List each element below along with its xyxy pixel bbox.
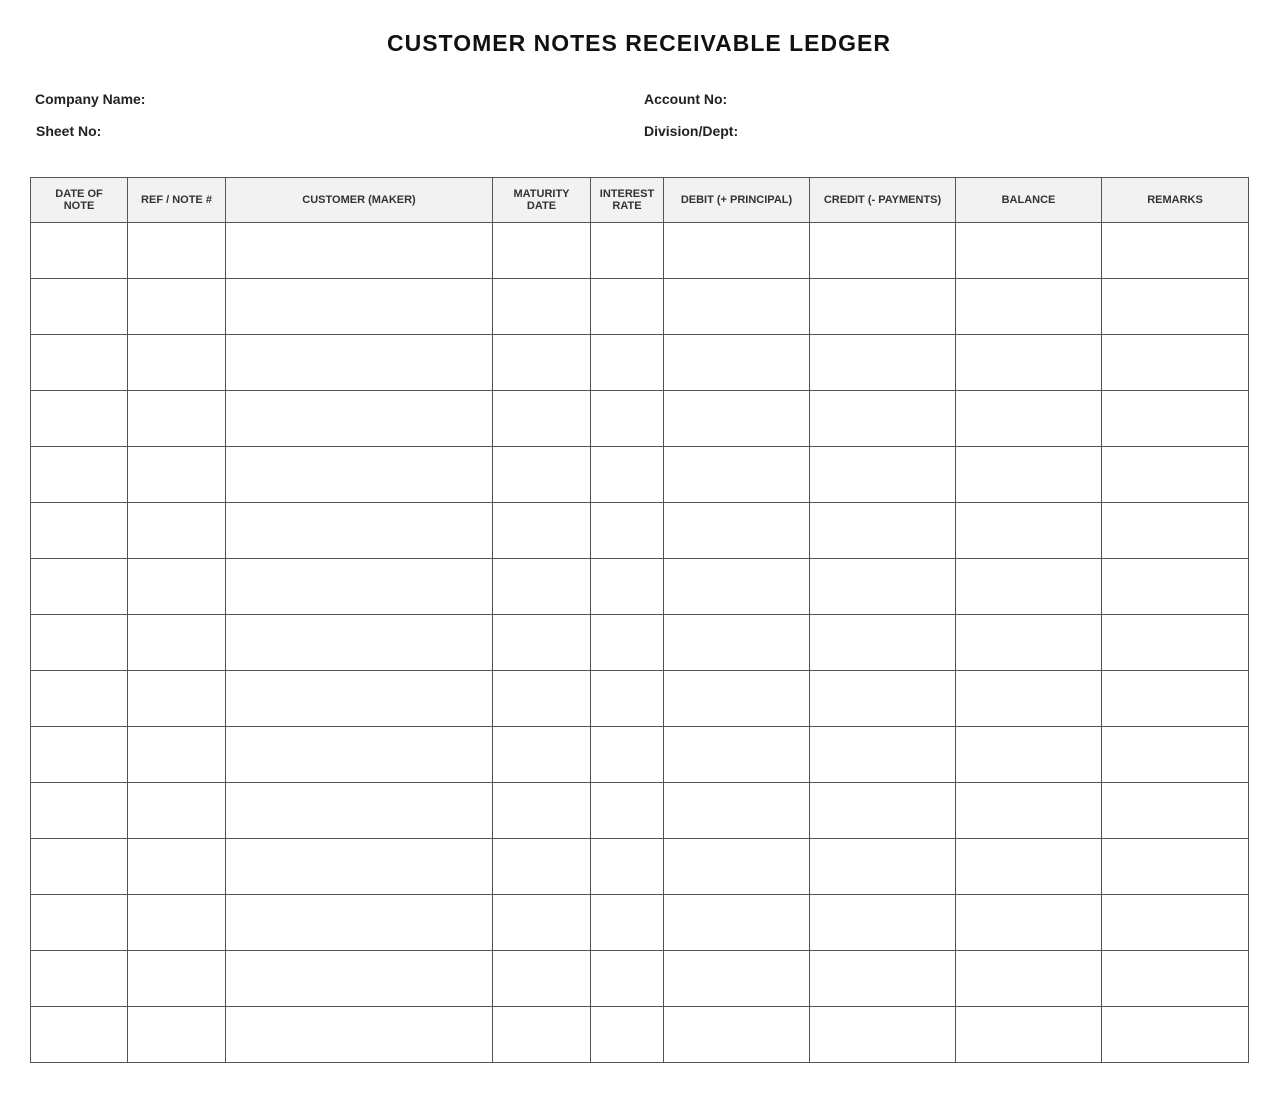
cell-customer-maker[interactable]: [226, 895, 493, 951]
table-row: [31, 615, 1249, 671]
cell-balance[interactable]: [956, 223, 1102, 279]
cell-date-of-note[interactable]: [31, 223, 128, 279]
cell-ref-note[interactable]: [128, 951, 226, 1007]
cell-balance[interactable]: [956, 783, 1102, 839]
cell-date-of-note[interactable]: [31, 391, 128, 447]
col-header-date-of-note-line1: DATE OF: [55, 188, 103, 200]
cell-debit[interactable]: [664, 671, 810, 727]
cell-interest-rate[interactable]: [591, 503, 664, 559]
account-no-label: Account No:: [644, 91, 728, 107]
cell-debit[interactable]: [664, 279, 810, 335]
cell-credit[interactable]: [810, 951, 956, 1007]
cell-remarks[interactable]: [1102, 335, 1249, 391]
cell-interest-rate[interactable]: [591, 839, 664, 895]
cell-ref-note[interactable]: [128, 223, 226, 279]
col-header-date-of-note-line2: NOTE: [63, 200, 95, 212]
cell-date-of-note[interactable]: [31, 335, 128, 391]
cell-maturity-date[interactable]: [493, 727, 591, 783]
cell-date-of-note[interactable]: [31, 727, 128, 783]
cell-date-of-note[interactable]: [31, 503, 128, 559]
cell-credit[interactable]: [810, 223, 956, 279]
cell-credit[interactable]: [810, 671, 956, 727]
cell-maturity-date[interactable]: [493, 951, 591, 1007]
table-row: [31, 447, 1249, 503]
cell-customer-maker[interactable]: [226, 727, 493, 783]
table-row: [31, 895, 1249, 951]
cell-customer-maker[interactable]: [226, 615, 493, 671]
cell-balance[interactable]: [956, 727, 1102, 783]
cell-maturity-date[interactable]: [493, 671, 591, 727]
col-header-ref-note: REF / NOTE #: [128, 178, 226, 223]
table-row: [31, 279, 1249, 335]
cell-credit[interactable]: [810, 391, 956, 447]
table-row: [31, 391, 1249, 447]
cell-maturity-date[interactable]: [493, 559, 591, 615]
cell-balance[interactable]: [956, 391, 1102, 447]
cell-remarks[interactable]: [1102, 391, 1249, 447]
col-header-interest-rate-line1: INTEREST: [599, 188, 655, 200]
cell-date-of-note[interactable]: [31, 615, 128, 671]
cell-customer-maker[interactable]: [226, 839, 493, 895]
cell-debit[interactable]: [664, 223, 810, 279]
cell-credit[interactable]: [810, 503, 956, 559]
cell-debit[interactable]: [664, 951, 810, 1007]
cell-remarks[interactable]: [1102, 895, 1249, 951]
cell-debit[interactable]: [664, 727, 810, 783]
cell-credit[interactable]: [810, 1007, 956, 1063]
col-header-interest-rate-line2: RATE: [612, 200, 642, 212]
cell-maturity-date[interactable]: [493, 783, 591, 839]
cell-credit[interactable]: [810, 727, 956, 783]
col-header-customer-maker: CUSTOMER (MAKER): [226, 178, 493, 223]
cell-interest-rate[interactable]: [591, 559, 664, 615]
col-header-maturity-date-line1: MATURITY: [513, 188, 570, 200]
cell-customer-maker[interactable]: [226, 1007, 493, 1063]
cell-customer-maker[interactable]: [226, 447, 493, 503]
cell-credit[interactable]: [810, 895, 956, 951]
cell-credit[interactable]: [810, 335, 956, 391]
cell-remarks[interactable]: [1102, 671, 1249, 727]
cell-customer-maker[interactable]: [226, 783, 493, 839]
cell-ref-note[interactable]: [128, 727, 226, 783]
col-header-balance: BALANCE: [956, 178, 1102, 223]
cell-date-of-note[interactable]: [31, 279, 128, 335]
cell-maturity-date[interactable]: [493, 335, 591, 391]
cell-balance[interactable]: [956, 447, 1102, 503]
table-row: [31, 671, 1249, 727]
cell-interest-rate[interactable]: [591, 391, 664, 447]
cell-remarks[interactable]: [1102, 447, 1249, 503]
cell-debit[interactable]: [664, 335, 810, 391]
cell-credit[interactable]: [810, 839, 956, 895]
cell-remarks[interactable]: [1102, 839, 1249, 895]
cell-credit[interactable]: [810, 279, 956, 335]
cell-maturity-date[interactable]: [493, 839, 591, 895]
table-row: [31, 783, 1249, 839]
cell-interest-rate[interactable]: [591, 895, 664, 951]
cell-customer-maker[interactable]: [226, 559, 493, 615]
table-row: [31, 335, 1249, 391]
cell-interest-rate[interactable]: [591, 783, 664, 839]
cell-credit[interactable]: [810, 447, 956, 503]
cell-date-of-note[interactable]: [31, 839, 128, 895]
cell-maturity-date[interactable]: [493, 391, 591, 447]
table-row: [31, 951, 1249, 1007]
cell-balance[interactable]: [956, 335, 1102, 391]
sheet-no-label: Sheet No:: [36, 123, 102, 139]
cell-interest-rate[interactable]: [591, 335, 664, 391]
table-row: [31, 1007, 1249, 1063]
cell-customer-maker[interactable]: [226, 279, 493, 335]
cell-customer-maker[interactable]: [226, 671, 493, 727]
cell-debit[interactable]: [664, 559, 810, 615]
table-row: [31, 503, 1249, 559]
division-dept-label: Division/Dept:: [644, 123, 739, 139]
cell-date-of-note[interactable]: [31, 447, 128, 503]
cell-interest-rate[interactable]: [591, 671, 664, 727]
cell-ref-note[interactable]: [128, 1007, 226, 1063]
cell-ref-note[interactable]: [128, 503, 226, 559]
cell-date-of-note[interactable]: [31, 559, 128, 615]
cell-ref-note[interactable]: [128, 839, 226, 895]
cell-credit[interactable]: [810, 615, 956, 671]
cell-date-of-note[interactable]: [31, 1007, 128, 1063]
col-header-credit: CREDIT (- PAYMENTS): [810, 178, 956, 223]
cell-maturity-date[interactable]: [493, 279, 591, 335]
cell-interest-rate[interactable]: [591, 1007, 664, 1063]
cell-balance[interactable]: [956, 559, 1102, 615]
cell-balance[interactable]: [956, 895, 1102, 951]
cell-ref-note[interactable]: [128, 391, 226, 447]
header-row: [31, 178, 1249, 223]
cell-credit[interactable]: [810, 559, 956, 615]
col-header-remarks: REMARKS: [1102, 178, 1249, 223]
cell-customer-maker[interactable]: [226, 391, 493, 447]
cell-ref-note[interactable]: [128, 615, 226, 671]
cell-credit[interactable]: [810, 783, 956, 839]
cell-ref-note[interactable]: [128, 279, 226, 335]
cell-customer-maker[interactable]: [226, 503, 493, 559]
cell-ref-note[interactable]: [128, 447, 226, 503]
cell-interest-rate[interactable]: [591, 951, 664, 1007]
cell-debit[interactable]: [664, 391, 810, 447]
table-row: [31, 223, 1249, 279]
cell-interest-rate[interactable]: [591, 447, 664, 503]
ledger-table: [30, 177, 1249, 1063]
cell-debit[interactable]: [664, 1007, 810, 1063]
cell-balance[interactable]: [956, 839, 1102, 895]
cell-debit[interactable]: [664, 447, 810, 503]
col-header-maturity-date: [493, 178, 591, 223]
cell-balance[interactable]: [956, 671, 1102, 727]
col-header-interest-rate: [591, 178, 664, 223]
cell-interest-rate[interactable]: [591, 279, 664, 335]
cell-debit[interactable]: [664, 615, 810, 671]
page-title: CUSTOMER NOTES RECEIVABLE LEDGER: [387, 30, 891, 56]
cell-remarks[interactable]: [1102, 783, 1249, 839]
col-header-maturity-date-line2: DATE: [526, 200, 557, 212]
ledger-body: [31, 223, 1249, 1063]
cell-balance[interactable]: [956, 951, 1102, 1007]
cell-maturity-date[interactable]: [493, 223, 591, 279]
cell-interest-rate[interactable]: [591, 727, 664, 783]
company-name-label: Company Name:: [35, 91, 146, 107]
col-header-date-of-note: [31, 178, 128, 223]
cell-date-of-note[interactable]: [31, 895, 128, 951]
cell-balance[interactable]: [956, 503, 1102, 559]
cell-maturity-date[interactable]: [493, 615, 591, 671]
table-row: [31, 839, 1249, 895]
cell-maturity-date[interactable]: [493, 503, 591, 559]
cell-debit[interactable]: [664, 503, 810, 559]
table-row: [31, 559, 1249, 615]
cell-balance[interactable]: [956, 615, 1102, 671]
cell-remarks[interactable]: [1102, 279, 1249, 335]
cell-remarks[interactable]: [1102, 1007, 1249, 1063]
cell-ref-note[interactable]: [128, 895, 226, 951]
cell-balance[interactable]: [956, 279, 1102, 335]
cell-debit[interactable]: [664, 839, 810, 895]
cell-ref-note[interactable]: [128, 559, 226, 615]
cell-remarks[interactable]: [1102, 503, 1249, 559]
cell-remarks[interactable]: [1102, 727, 1249, 783]
cell-ref-note[interactable]: [128, 335, 226, 391]
cell-maturity-date[interactable]: [493, 447, 591, 503]
cell-debit[interactable]: [664, 783, 810, 839]
cell-remarks[interactable]: [1102, 559, 1249, 615]
cell-maturity-date[interactable]: [493, 1007, 591, 1063]
cell-ref-note[interactable]: [128, 783, 226, 839]
col-header-debit: DEBIT (+ PRINCIPAL): [664, 178, 810, 223]
cell-remarks[interactable]: [1102, 223, 1249, 279]
cell-remarks[interactable]: [1102, 951, 1249, 1007]
cell-debit[interactable]: [664, 895, 810, 951]
cell-remarks[interactable]: [1102, 615, 1249, 671]
cell-ref-note[interactable]: [128, 671, 226, 727]
cell-customer-maker[interactable]: [226, 335, 493, 391]
cell-customer-maker[interactable]: [226, 223, 493, 279]
cell-date-of-note[interactable]: [31, 783, 128, 839]
cell-balance[interactable]: [956, 1007, 1102, 1063]
cell-interest-rate[interactable]: [591, 223, 664, 279]
cell-date-of-note[interactable]: [31, 671, 128, 727]
cell-customer-maker[interactable]: [226, 951, 493, 1007]
table-row: [31, 727, 1249, 783]
cell-maturity-date[interactable]: [493, 895, 591, 951]
cell-interest-rate[interactable]: [591, 615, 664, 671]
cell-date-of-note[interactable]: [31, 951, 128, 1007]
